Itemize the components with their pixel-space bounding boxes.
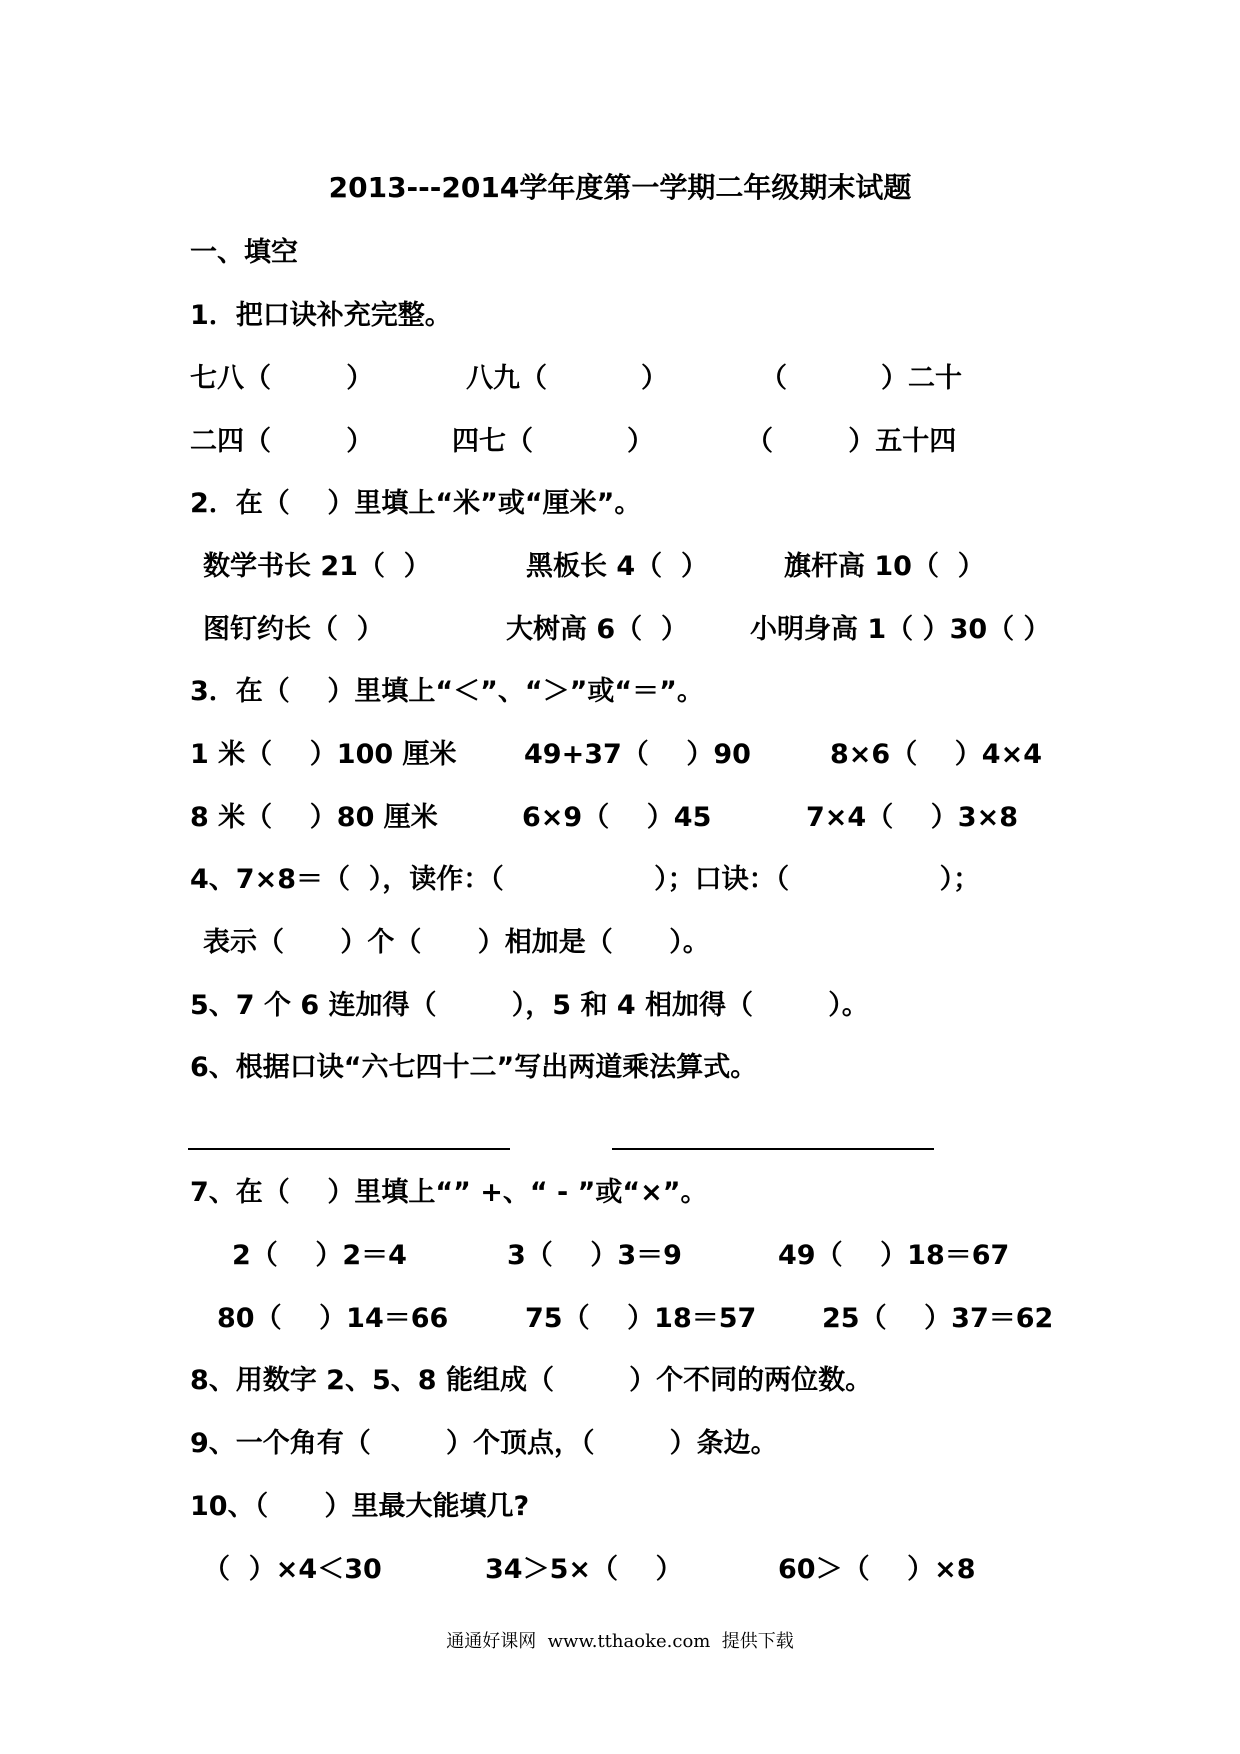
question-3-item: 6×9（ ）45 [522,802,712,833]
question-1-item: 八九（ ） [466,363,668,394]
section-heading-fill-blank: 一、填空 [190,237,298,268]
question-7-item: 25（ ）37＝62 [822,1303,1054,1334]
question-2-item: 黑板长 4（ ） [526,551,708,582]
question-1-item: 二四（ ） [190,426,374,457]
question-2-item: 小明身高 1（ ）30（ ） [750,614,1051,645]
question-6: 6、根据口诀“六七四十二”写出两道乘法算式。 [190,1052,758,1083]
page-footer: 通通好课网 www.tthaoke.com 提供下载 [446,1631,794,1652]
question-4-line-1: 4、7×8＝（ ），读作：（ ）；口诀：（ ）； [190,864,981,895]
question-7-item: 2（ ）2＝4 [232,1240,407,1271]
question-10-item: 60＞（ ）×8 [778,1554,976,1585]
question-7-item: 3（ ）3＝9 [507,1240,682,1271]
question-2-item: 大树高 6（ ） [506,614,688,645]
question-2-item: 图钉约长（ ） [203,614,384,645]
question-10-item: 34＞5×（ ） [485,1554,683,1585]
question-3-item: 8 米（ ）80 厘米 [190,802,438,833]
page-title: 2013---2014学年度第一学期二年级期末试题 [328,171,912,204]
question-7-item: 75（ ）18＝57 [525,1303,757,1334]
question-3-item: 49+37（ ）90 [524,739,751,770]
question-1-item: （ ）五十四 [746,426,957,457]
question-1-item: （ ）二十 [760,363,962,394]
question-9: 9、一个角有（ ）个顶点，（ ）条边。 [190,1428,778,1459]
question-2-item: 旗杆高 10（ ） [784,551,985,582]
question-1-item: 四七（ ） [452,426,654,457]
question-7-prompt: 7、在（ ）里填上“” +、“ - ”或“×”。 [190,1177,708,1208]
question-3-item: 1 米（ ）100 厘米 [190,739,457,770]
question-7-item: 49（ ）18＝67 [778,1240,1010,1271]
question-5: 5、7 个 6 连加得（ ），5 和 4 相加得（ ）。 [190,990,869,1021]
question-3-item: 8×6（ ）4×4 [830,739,1042,770]
question-10-item: （ ）×4＜30 [203,1554,382,1585]
question-10-prompt: 10、（ ）里最大能填几? [190,1491,530,1522]
question-1-prompt: 1．把口诀补充完整。 [190,300,452,331]
answer-line [612,1148,934,1150]
question-4-line-2: 表示（ ）个（ ）相加是（ ）。 [203,927,710,958]
answer-line [188,1148,510,1150]
question-2-item: 数学书长 21（ ） [203,551,431,582]
question-3-item: 7×4（ ）3×8 [806,802,1018,833]
question-1-item: 七八（ ） [190,363,374,394]
question-8: 8、用数字 2、5、8 能组成（ ）个不同的两位数。 [190,1365,873,1396]
question-2-prompt: 2．在（ ）里填上“米”或“厘米”。 [190,488,642,519]
question-7-item: 80（ ）14＝66 [217,1303,449,1334]
question-3-prompt: 3．在（ ）里填上“＜”、“＞”或“＝”。 [190,676,704,707]
